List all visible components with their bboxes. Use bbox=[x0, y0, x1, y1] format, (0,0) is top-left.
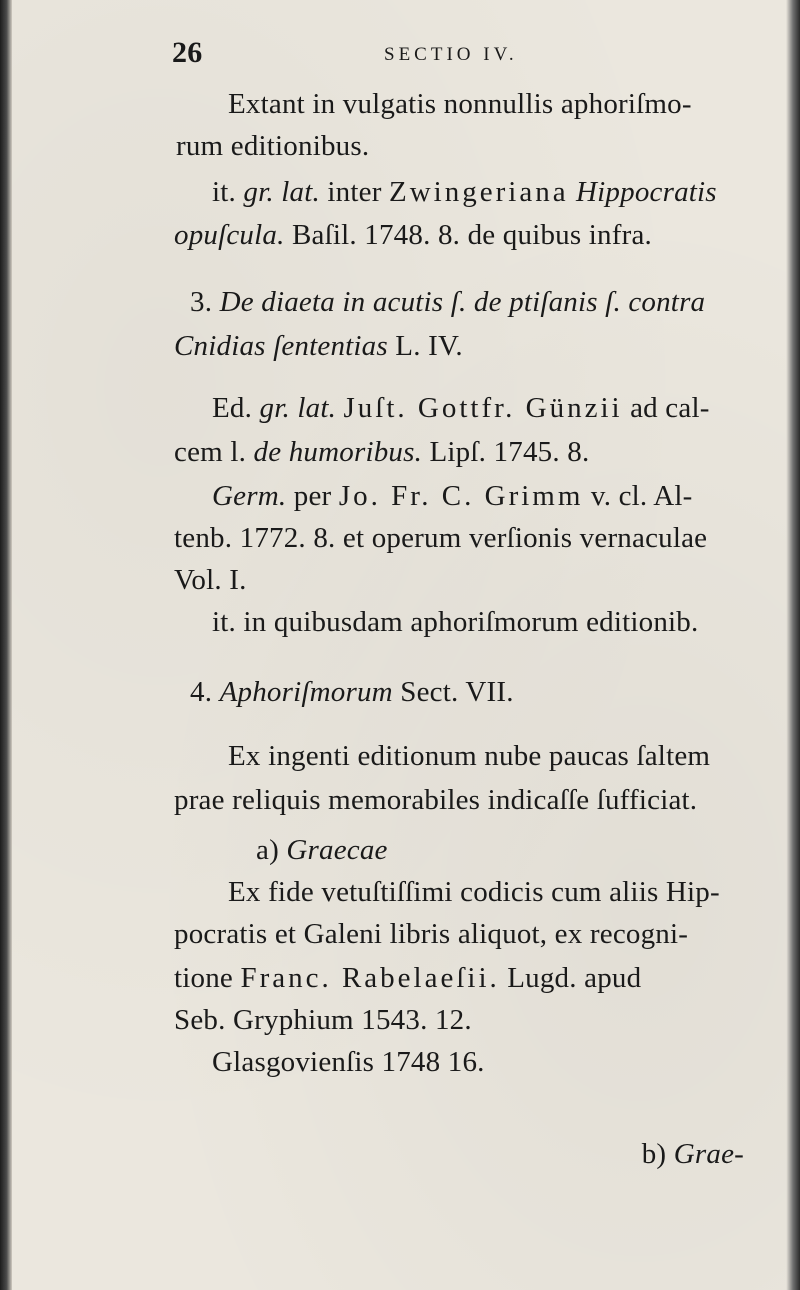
italic-text: Graecae bbox=[286, 834, 388, 866]
italic-text: Cnidias ſententias bbox=[174, 330, 388, 362]
text-run: L. IV. bbox=[387, 330, 463, 362]
text-line bbox=[0, 88, 800, 121]
text-line bbox=[0, 176, 800, 209]
text-run: tione bbox=[174, 962, 241, 994]
text-run: a) bbox=[256, 834, 287, 866]
italic-text: Hippocratis bbox=[576, 176, 717, 208]
text-line bbox=[0, 480, 800, 513]
spaced-name-text: Zwingeriana bbox=[389, 176, 569, 208]
text-run bbox=[569, 176, 576, 208]
page-number: 26 bbox=[172, 36, 203, 69]
text-run: Glasgovienſis 1748 16. bbox=[212, 1046, 485, 1078]
text-line bbox=[0, 606, 800, 639]
text-run: pocratis et Galeni libris aliquot, ex recogni- bbox=[174, 918, 689, 950]
text-run: ad cal- bbox=[622, 392, 710, 424]
text-line bbox=[0, 392, 800, 425]
text-line bbox=[0, 1004, 800, 1037]
text-line bbox=[0, 876, 800, 909]
text-run: Seb. Gryphium 1543. 12. bbox=[174, 1004, 472, 1036]
italic-text: Germ. bbox=[212, 480, 287, 512]
text-run: Ex fide vetuſtiſſimi codicis cum aliis Hip- bbox=[228, 876, 720, 908]
text-line bbox=[0, 436, 800, 469]
text-run: Lugd. apud bbox=[499, 962, 642, 994]
text-run: rum editionibus. bbox=[176, 130, 370, 162]
text-run: Ed. bbox=[212, 392, 260, 424]
text-run: cem l. bbox=[174, 436, 254, 468]
text-run: it. bbox=[212, 176, 244, 208]
text-line bbox=[0, 834, 800, 867]
text-run: Baſil. 1748. 8. de quibus infra. bbox=[284, 219, 652, 251]
text-line bbox=[0, 522, 800, 555]
italic-text: De diaeta in acutis ſ. de ptiſanis ſ. contra bbox=[219, 286, 706, 318]
text-line bbox=[0, 330, 800, 363]
text-run: Extant in vulgatis nonnullis aphoriſmo- bbox=[228, 88, 692, 120]
text-line bbox=[0, 784, 800, 817]
text-line bbox=[0, 1046, 800, 1079]
text-line bbox=[0, 962, 800, 995]
running-head: SECTIO IV. bbox=[384, 44, 518, 65]
text-line bbox=[0, 286, 800, 319]
text-line bbox=[0, 130, 800, 163]
text-run: 3. bbox=[190, 286, 220, 318]
text-run: per bbox=[286, 480, 339, 512]
text-run: it. in quibusdam aphoriſmorum editionib. bbox=[212, 606, 699, 638]
text-run bbox=[336, 392, 343, 424]
spaced-name-text: Franc. Rabelaeſii. bbox=[240, 962, 500, 994]
italic-text: de humoribus. bbox=[253, 436, 423, 468]
text-run: Ex ingenti editionum nube paucas ſaltem bbox=[228, 740, 711, 772]
text-run: b) bbox=[641, 1138, 674, 1170]
spaced-name-text: Juſt. Gottfr. Günzii bbox=[343, 392, 623, 424]
text-line bbox=[0, 564, 800, 597]
text-run: v. cl. Al- bbox=[583, 480, 693, 512]
text-run: 4. bbox=[190, 676, 220, 708]
text-line bbox=[0, 676, 800, 709]
italic-text: Grae- bbox=[673, 1138, 744, 1170]
text-run: Vol. I. bbox=[174, 564, 247, 596]
text-run: inter bbox=[319, 176, 390, 208]
catchword bbox=[642, 1138, 744, 1171]
text-run: Lipſ. 1745. 8. bbox=[422, 436, 590, 468]
italic-text: Aphoriſmorum bbox=[219, 676, 393, 708]
italic-text: gr. lat. bbox=[243, 176, 320, 208]
italic-text: opuſcula. bbox=[174, 219, 285, 251]
italic-text: gr. lat. bbox=[259, 392, 337, 424]
text-run: Sect. VII. bbox=[392, 676, 514, 708]
text-line bbox=[0, 740, 800, 773]
text-line bbox=[0, 918, 800, 951]
spaced-name-text: Jo. Fr. C. Grimm bbox=[338, 480, 584, 512]
text-line bbox=[0, 219, 800, 252]
text-run: prae reliquis memorabiles indicaſſe ſufficiat. bbox=[174, 784, 698, 816]
text-run: tenb. 1772. 8. et operum verſionis vernaculae bbox=[174, 522, 708, 554]
